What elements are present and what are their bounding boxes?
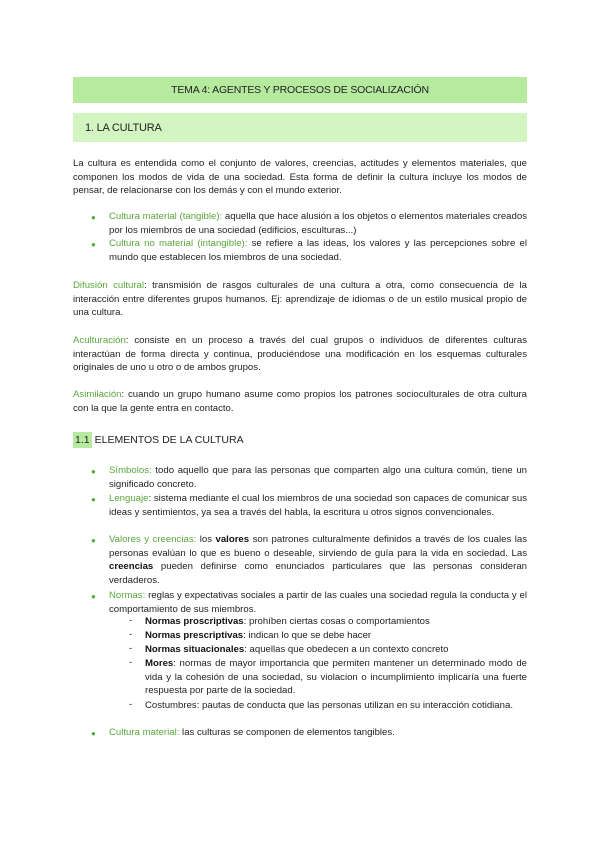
list-item-valores <box>109 533 527 588</box>
dash-marker: - <box>129 657 133 668</box>
dash-marker: - <box>129 615 133 626</box>
term: Difusión cultural <box>73 280 145 291</box>
dash-marker: - <box>129 643 133 654</box>
intro-paragraph: La cultura es entendida como el conjunto de valores, creencias, actitudes y elementos materiales, que componen los modos de vida de una sociedad. Esta forma de definir la cultura incluye los modos de pensar, de relacionarse con los demás y con el mundo exterior. <box>73 158 527 197</box>
definition: aquella que hace alusión a los objetos o elementos materiales creados por los miembros de una sociedad (edificios, esculturas...) <box>109 211 527 236</box>
sub-item-costumbres <box>145 699 527 713</box>
document-title-bar <box>73 77 527 103</box>
document-title: TEMA 4: AGENTES Y PROCESOS DE SOCIALIZACIÓN <box>171 84 429 96</box>
asimilacion-paragraph <box>73 388 527 415</box>
definition: : cuando un grupo humano asume como propios los patrones socioculturales de otra cultura con la que la gente entra en contacto. <box>73 389 527 414</box>
dash-marker: - <box>129 629 133 640</box>
definition: : aquellas que obedecen a un contexto concreto <box>244 644 449 655</box>
bold-term: Mores <box>145 658 174 669</box>
section-heading: 1. LA CULTURA <box>85 121 162 134</box>
subsection-heading <box>73 432 244 448</box>
term: Lenguaje <box>109 493 149 504</box>
subsection-label: ELEMENTOS DE LA CULTURA <box>94 434 244 446</box>
definition: las culturas se componen de elementos tangibles. <box>179 727 395 738</box>
bullet-icon: ● <box>91 592 96 601</box>
sub-item-situacionales <box>145 643 527 657</box>
definition: : consiste en un proceso a través del cual grupos o individuos de diferentes culturas interactúan de forma directa y continua, produciéndose una modificación en los esquemas culturales originales de uno u otro o de ambos grupos. <box>73 335 527 374</box>
term: Símbolos: <box>109 465 152 476</box>
subsection-number: 1.1 <box>75 434 90 446</box>
sub-item-prescriptivas <box>145 629 527 643</box>
bullet-icon: ● <box>91 495 96 504</box>
term: Asimilación <box>73 389 122 400</box>
definition: todo aquello que para las personas que comparten algo una cultura común, tiene un significado concreto. <box>109 465 527 490</box>
bullet-icon: ● <box>91 213 96 222</box>
definition: : transmisión de rasgos culturales de una cultura a otra, como consecuencia de la interacción entre diferentes grupos humanos. Ej: aprendizaje de idiomas o de un estilo musical propio de una cultura. <box>73 280 527 319</box>
text-part: pueden definirse como enunciados particulares que las personas consideran verdaderos. <box>109 561 527 587</box>
term: Cultura material (tangible): <box>109 211 223 222</box>
bullet-icon: ● <box>91 536 96 545</box>
list-item-normas <box>109 589 527 616</box>
term: Cultura material: <box>109 727 180 738</box>
bold-term: Normas prescriptivas <box>145 630 244 641</box>
bold-term: Normas situacionales <box>145 644 245 655</box>
term: Cultura no material (intangible): <box>109 238 248 249</box>
list-item-material <box>109 210 527 237</box>
section-heading-bar <box>73 113 527 142</box>
term: Aculturación <box>73 335 126 346</box>
sub-item-mores <box>145 657 527 698</box>
bullet-icon: ● <box>91 240 96 249</box>
definition: reglas y expectativas sociales a partir de las cuales una sociedad regula la conducta y el comportamiento de sus miembros. <box>109 590 527 615</box>
term: Valores y creencias: <box>109 534 197 545</box>
definition: : indican lo que se debe hacer <box>243 630 372 641</box>
definition: : sistema mediante el cual los miembros de una sociedad son capaces de comunicar sus ideas y sentimientos, ya sea a través del habla, la escritura u otros signos convencionales. <box>109 493 527 518</box>
term: Normas: <box>109 590 146 601</box>
bullet-icon: ● <box>91 729 96 738</box>
definition: : normas de mayor importancia que permiten mantener un determinado modo de vida y la cohesión de una sociedad, su violacion o incumplimiento implicaría una fuerte respuesta por parte de la sociedad. <box>145 658 527 697</box>
list-item-cultura-material <box>109 726 527 740</box>
dash-marker: - <box>129 699 133 710</box>
sub-item-proscriptivas <box>145 615 527 629</box>
list-item-no-material <box>109 237 527 264</box>
bold-term: valores <box>215 534 250 545</box>
list-item-simbolos <box>109 464 527 491</box>
aculturacion-paragraph <box>73 334 527 375</box>
text-part: los <box>196 534 216 545</box>
definition: : prohíben ciertas cosas o comportamientos <box>243 616 430 627</box>
bold-term: Normas proscriptivas <box>145 616 244 627</box>
difusion-paragraph <box>73 279 527 320</box>
definition: se refiere a las ideas, los valores y las percepciones sobre el mundo que establecen los miembros de una sociedad. <box>109 238 527 263</box>
text-part: son patrones culturalmente definidos a través de los cuales las personas evalúan lo que es bueno o deseable, sirviendo de guía para la vida en sociedad. Las <box>109 534 527 559</box>
bullet-icon: ● <box>91 467 96 476</box>
list-item-lenguaje <box>109 492 527 519</box>
bold-term: creencias <box>109 561 154 573</box>
definition: Costumbres: pautas de conducta que las personas utilizan en su interacción cotidiana. <box>145 700 513 711</box>
